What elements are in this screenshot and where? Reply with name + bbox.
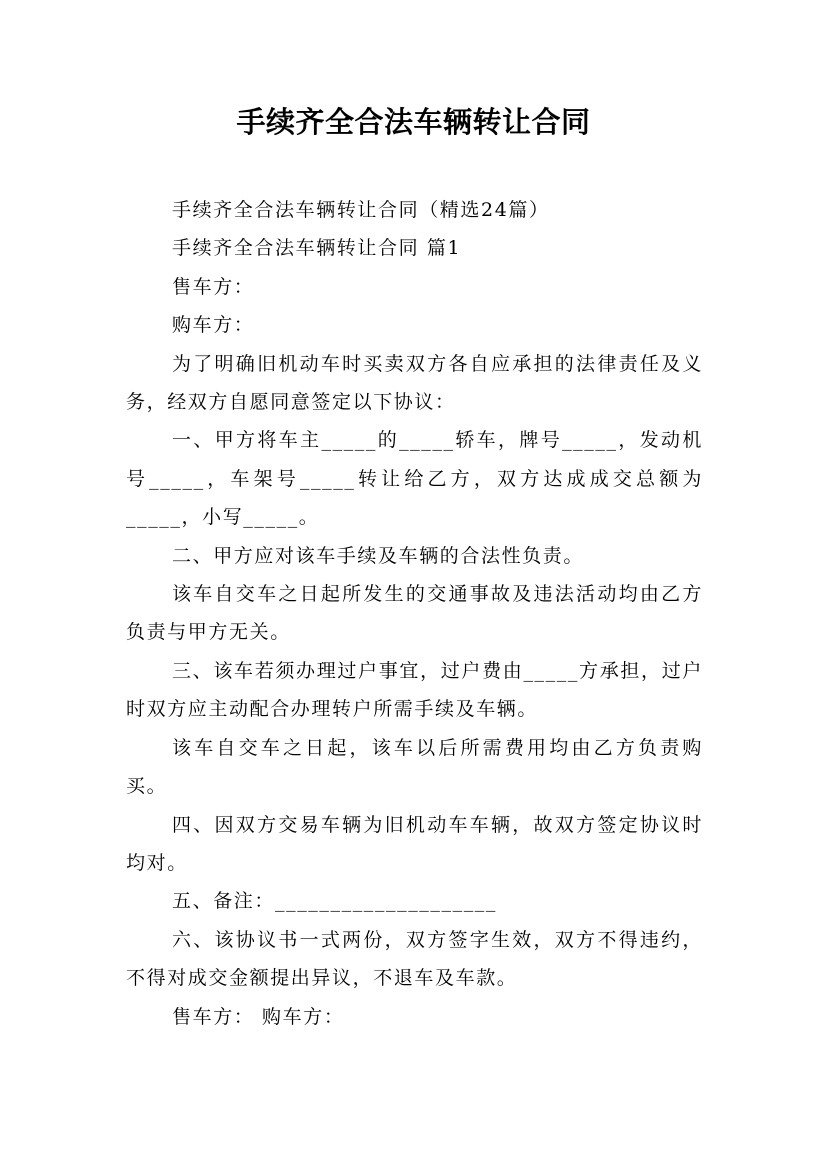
document-title: 手续齐全合法车辆转让合同 — [236, 105, 591, 139]
clause-5-remarks: 五、备注：____________________ — [172, 890, 498, 913]
section-heading: 手续齐全合法车辆转让合同 篇1 — [172, 237, 462, 260]
seller-label: 售车方： — [172, 275, 255, 298]
clause-1: 一、甲方将车主_____的_____轿车，牌号_____，发动机号_____，车架号_____转让给乙方，双方达成成交总额为_____，小写_____。 — [126, 429, 703, 529]
clause-4: 四、因双方交易车辆为旧机动车车辆，故双方签定协议时均对。 — [126, 813, 703, 874]
intro-paragraph: 为了明确旧机动车时买卖双方各自应承担的法律责任及义务，经双方自愿同意签定以下协议： — [126, 352, 703, 414]
clause-2-detail: 该车自交车之日起所发生的交通事故及违法活动均由乙方负责与甲方无关。 — [126, 583, 703, 644]
clause-3-detail: 该车自交车之日起，该车以后所需费用均由乙方负责购买。 — [126, 736, 703, 798]
subtitle-paragraph: 手续齐全合法车辆转让合同（精选24篇） — [172, 199, 550, 221]
clause-6: 六、该协议书一式两份，双方签字生效，双方不得违约，不得对成交金额提出异议，不退车及车款。 — [126, 928, 703, 990]
document-body — [126, 191, 703, 1036]
buyer-label: 购车方： — [172, 314, 255, 337]
signature-line: 售车方： 购车方： — [172, 1005, 345, 1028]
clause-3: 三、该车若须办理过户事宜，过户费由_____方承担，过户时双方应主动配合办理转户所需手续及车辆。 — [126, 659, 703, 721]
clause-2: 二、甲方应对该车手续及车辆的合法性负责。 — [172, 544, 585, 567]
